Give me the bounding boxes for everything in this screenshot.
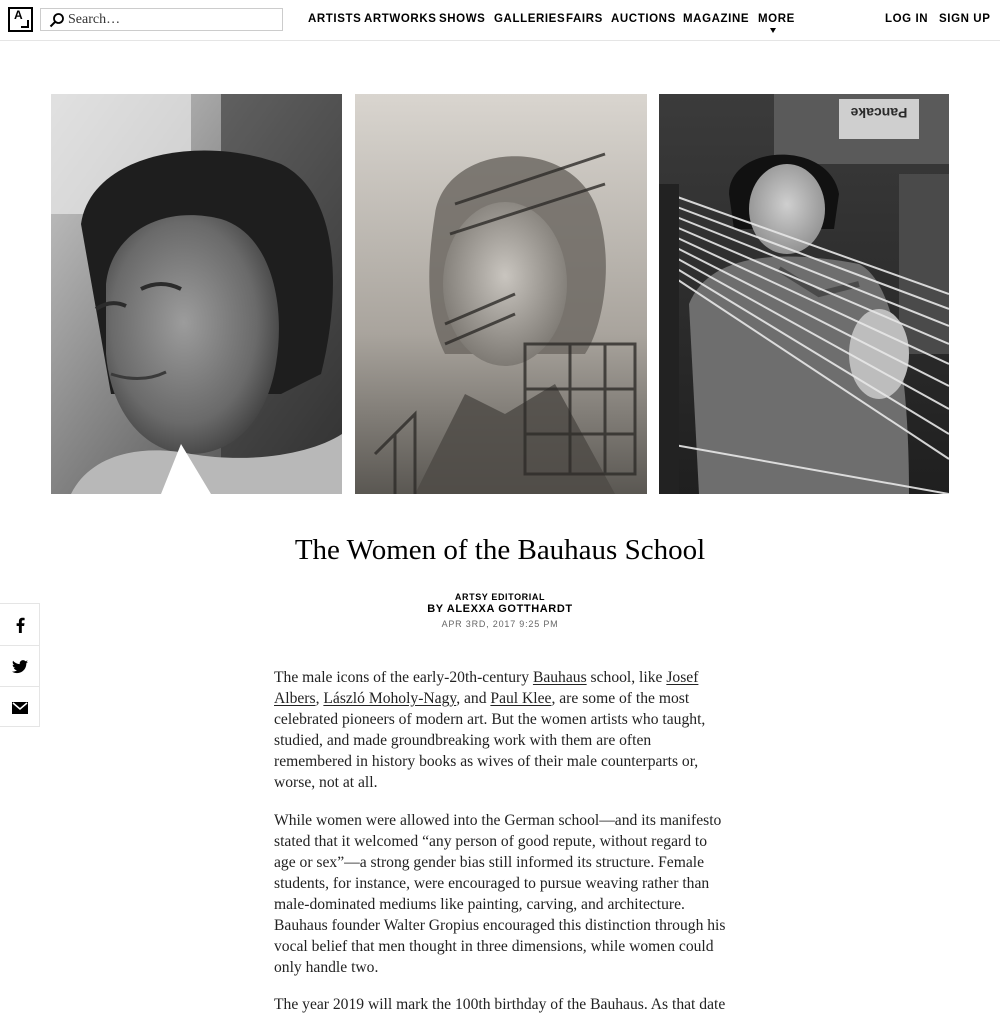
logo-letter: A: [14, 8, 23, 22]
nav-more[interactable]: MORE: [758, 13, 795, 25]
twitter-icon: [12, 660, 28, 674]
signup-link[interactable]: SIGN UP: [939, 13, 991, 25]
article-author[interactable]: BY ALEXXA GOTTHARDT: [427, 603, 573, 615]
hero-photo-portrait-left: [51, 94, 342, 494]
hero-photo-weaving: [659, 94, 949, 494]
nav-shows[interactable]: SHOWS: [439, 13, 486, 25]
nav-artworks[interactable]: ARTWORKS: [364, 13, 437, 25]
share-facebook-button[interactable]: [0, 604, 39, 645]
link-paul-klee[interactable]: Paul Klee: [490, 690, 552, 708]
share-email-button[interactable]: [0, 686, 39, 728]
caret-down-icon[interactable]: [770, 28, 776, 33]
article-paragraph-3: The year 2019 will mark the 100th birthday of the Bauhaus. As that date: [274, 996, 726, 1014]
link-josef-albers[interactable]: Josef Albers: [274, 669, 699, 708]
article-paragraph-2: While women were allowed into the German school—and its manifesto stated that it welcomed “any person of good repute, without regard to age or sex”—a strong gender bias still informed its structure. Female students, for instance, were encouraged to pursue weaving rather than male-dominated mediums like painting, carving, and architecture. Bauhaus founder Walter Gropius encouraged this distinction through his vocal belief that men thought in three dimensions, while women could only handle two.: [274, 811, 726, 977]
search-box[interactable]: [40, 8, 283, 31]
article-vertical[interactable]: ARTSY EDITORIAL: [454, 592, 546, 602]
link-laszlo-moholy-nagy[interactable]: László Moholy-Nagy: [323, 690, 457, 708]
search-input[interactable]: [68, 10, 278, 29]
artsy-logo[interactable]: [8, 7, 33, 32]
share-rail: [0, 603, 40, 727]
nav-auctions[interactable]: AUCTIONS: [611, 13, 676, 25]
search-icon: [49, 12, 65, 28]
nav-galleries[interactable]: GALLERIES: [494, 13, 566, 25]
facebook-icon: [13, 617, 27, 633]
nav-fairs[interactable]: FAIRS: [566, 13, 603, 25]
article-title: The Women of the Bauhaus School: [294, 534, 706, 566]
login-link[interactable]: LOG IN: [885, 13, 929, 25]
link-bauhaus[interactable]: Bauhaus: [532, 669, 587, 686]
hero-photo-double-exposure: [355, 94, 647, 494]
article-body: [274, 667, 728, 1031]
nav-artists[interactable]: ARTISTS: [308, 13, 362, 25]
nav-magazine[interactable]: MAGAZINE: [683, 13, 750, 25]
hero-sign-text: Pancake: [850, 105, 908, 121]
share-twitter-button[interactable]: [0, 645, 39, 687]
email-icon: [12, 702, 28, 714]
article-paragraph-1: The male icons of the early-20th-century Bauhaus school, like Josef Albers, László Moholy-Nagy, and Paul Klee, are some of the most celebrated pioneers of modern art. But the women artists who taught, studied, and made groundbreaking work with them are often remembered in history books as wives of their male counterparts or, worse, not at all.: [274, 669, 706, 792]
top-nav: [0, 0, 1000, 41]
article-date: APR 3RD, 2017 9:25 PM: [441, 619, 559, 629]
